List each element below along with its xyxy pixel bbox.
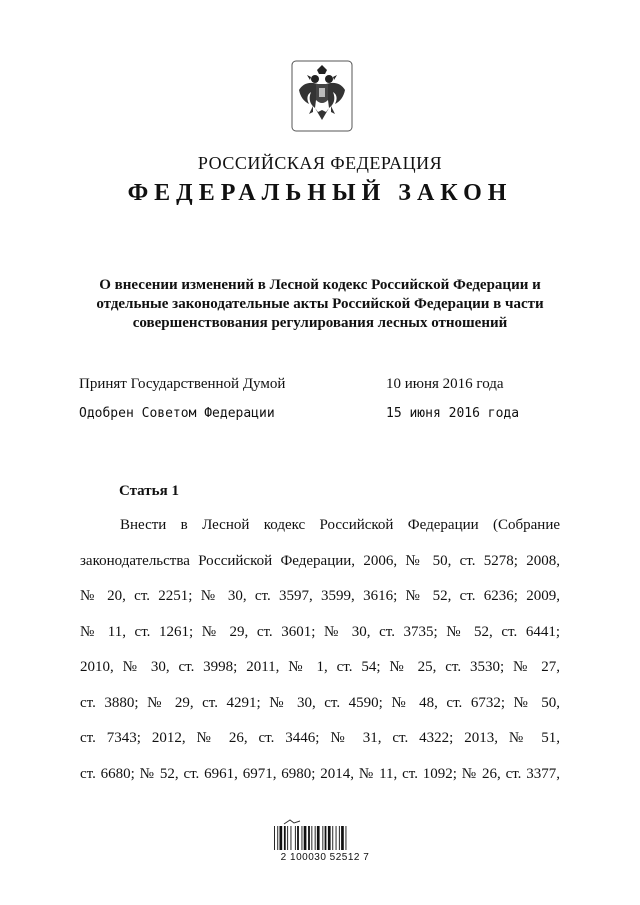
article-body-line: ст. 3880; № 29, ст. 4291; № 30, ст. 4590; № 48, ст. 6732; № 50,: [80, 694, 560, 711]
duma-adoption-label: Принят Государственной Думой: [79, 376, 286, 392]
article-body-line: Внести в Лесной кодекс Российской Федерации (Собрание: [120, 517, 560, 533]
article-body: [80, 514, 560, 798]
barcode-number: 2 100030 52512 7: [280, 852, 370, 863]
council-approval-date: 15 июня 2016 года: [386, 406, 520, 421]
coat-of-arms-icon: [291, 60, 353, 132]
article-body-line: ст. 7343; 2012, № 26, ст. 3446; № 31, ст. 4322; 2013, № 51,: [80, 730, 560, 746]
article-body-line: законодательства Российской Федерации, 2006, № 50, ст. 5278; 2008,: [80, 552, 560, 569]
article-body-line: № 20, ст. 2251; № 30, ст. 3597, 3599, 3616; № 52, ст. 6236; 2009,: [80, 588, 560, 604]
article-body-line: ст. 6680; № 52, ст. 6961, 6971, 6980; 2014, № 11, ст. 1092; № 26, ст. 3377,: [80, 765, 560, 782]
country-heading: РОССИЙСКАЯ ФЕДЕРАЦИЯ: [197, 153, 443, 173]
law-title-line: совершенствования регулирования лесных отношений: [132, 315, 508, 331]
law-title-line: О внесении изменений в Лесной кодекс Российской Федерации и: [99, 277, 541, 293]
law-type-heading: ФЕДЕРАЛЬНЫЙ ЗАКОН: [127, 180, 513, 206]
council-approval-label: Одобрен Советом Федерации: [79, 406, 275, 421]
law-title-line: отдельные законодательные акты Российской Федерации в части: [96, 296, 544, 312]
article-body-line: № 11, ст. 1261; № 29, ст. 3601; № 30, ст. 3735; № 52, ст. 6441;: [80, 623, 560, 640]
law-title: [60, 276, 580, 333]
article-heading: Статья 1: [119, 483, 179, 499]
duma-adoption-date: 10 июня 2016 года: [386, 376, 504, 392]
article-body-line: 2010, № 30, ст. 3998; 2011, № 1, ст. 54; № 25, ст. 3530; № 27,: [80, 659, 560, 675]
